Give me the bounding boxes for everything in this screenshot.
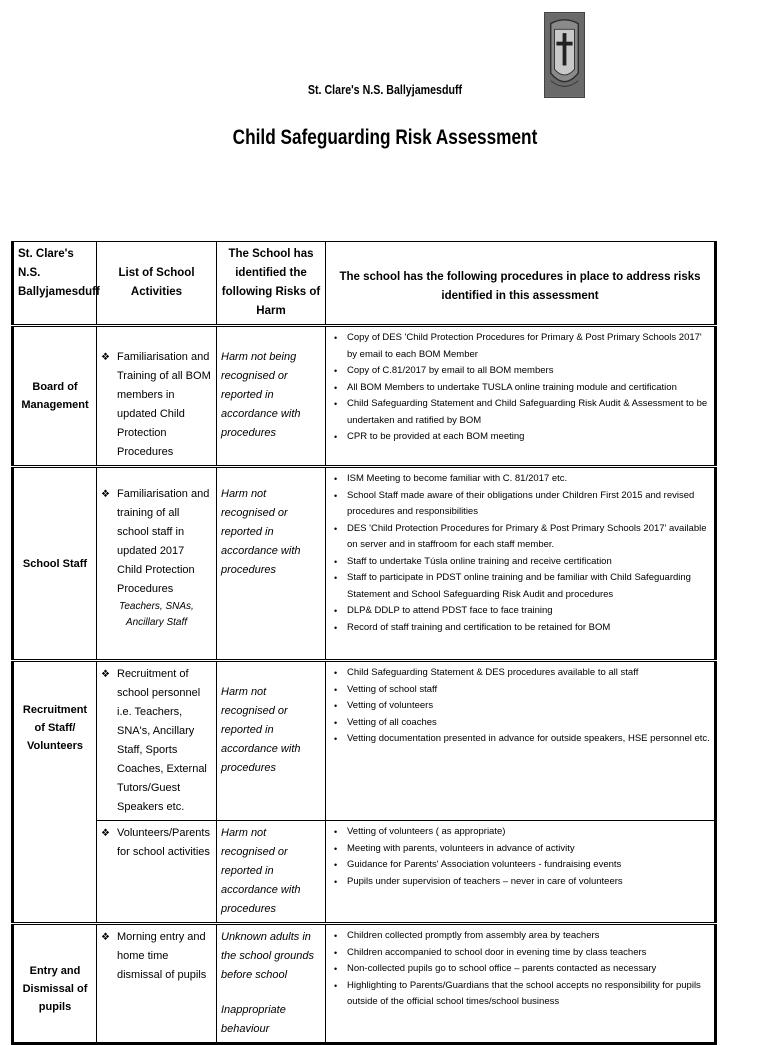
header-school-label: St. Clare's N.S. Ballyjamesduff [18,248,100,298]
risk-text: Harm not being recognised or reported in accordance with procedures [221,351,301,439]
activity-item [101,824,212,862]
table-row [13,821,716,924]
procedure-item: • Pupils under supervision of teachers – never in care of volunteers [330,874,710,891]
procedures-list [330,471,710,636]
procedure-item: • Vetting documentation presented in advance for outside speakers, HSE personnel etc. [330,731,710,748]
activity-item [101,665,212,817]
activity-text: Volunteers/Parents for school activities [117,827,210,858]
header-col-risks [217,242,326,326]
risk-cell [217,821,326,924]
procedures-list [330,665,710,748]
procedure-item: • Child Safeguarding Statement and Child Safeguarding Risk Audit & Assessment to be undertaken and ratified by BOM [330,396,710,429]
procedure-item: • Vetting of school staff [330,682,710,699]
procedure-item: • ISM Meeting to become familiar with C. 81/2017 etc. [330,471,710,488]
procedures-cell [326,467,716,661]
activity-text: Familiarisation and training of all school staff in updated 2017 Child Protection Procedures [117,488,210,595]
activity-item [101,928,212,985]
procedures-list [330,928,710,1011]
row-label-cell [13,924,97,1044]
header-col-activities [97,242,217,326]
table-row [13,924,716,1044]
procedure-item: • Non-collected pupils go to school office – parents contacted as necessary [330,961,710,978]
procedure-item: • Child Safeguarding Statement & DES procedures available to all staff [330,665,710,682]
row-label-cell [13,326,97,467]
risk-cell [217,467,326,661]
procedure-item: • Vetting of volunteers [330,698,710,715]
procedure-item: • Record of staff training and certification to be retained for BOM [330,620,710,637]
procedure-item: • Children collected promptly from assembly area by teachers [330,928,710,945]
activity-text: Recruitment of school personnel i.e. Teachers, SNA's, Ancillary Staff, Sports Coaches, External Tutors/Guest Speakers etc. [117,668,207,813]
header-procedures-label: The school has the following procedures in place to address risks identified in this assessment [339,271,701,302]
activity-cell [97,821,217,924]
diamond-bullet-icon: ❖ [101,669,110,680]
row-label: School Staff [22,557,88,570]
table-header-row [13,242,716,326]
risk-text: Harm not recognised or reported in accordance with procedures [221,827,301,915]
diamond-bullet-icon: ❖ [101,352,110,363]
table-row [13,661,716,821]
risk-text: Harm not recognised or reported in accordance with procedures [221,686,301,774]
procedure-item: • Children accompanied to school door in evening time by class teachers [330,945,710,962]
procedure-item: • Staff to participate in PDST online training and be familiar with Child Safeguarding Statement and School Safeguarding Risk Audit and procedures [330,570,710,603]
risk-text: Harm not recognised or reported in accordance with procedures [221,488,301,576]
risk-text: Unknown adults in the school grounds before school [221,931,314,981]
activity-cell [97,661,217,821]
activity-item [101,348,212,462]
diamond-bullet-icon: ❖ [101,828,110,839]
procedures-cell [326,821,716,924]
procedure-item: • All BOM Members to undertake TUSLA online training module and certification [330,380,710,397]
risk-cell [217,924,326,1044]
header-risks-label: The School has identified the following Risks of Harm [221,248,321,317]
procedure-item: • Vetting of volunteers ( as appropriate) [330,824,710,841]
procedure-item: • Highlighting to Parents/Guardians that the school accepts no responsibility for pupils outside of the official school times/school business [330,978,710,1011]
procedures-list [330,330,710,446]
procedures-cell [326,924,716,1044]
activity-cell [97,326,217,467]
diamond-bullet-icon: ❖ [101,932,110,943]
row-label: Board of Management [21,381,89,411]
procedure-item: • Meeting with parents, volunteers in advance of activity [330,841,710,858]
school-name: St. Clare's N.S. Ballyjamesduff [307,82,463,97]
activity-cell [97,924,217,1044]
procedures-cell [326,661,716,821]
activity-item [101,485,212,599]
activity-text: Familiarisation and Training of all BOM members in updated Child Protection Procedures [117,351,211,458]
activity-text: Morning entry and home time dismissal of pupils [117,931,207,981]
header-col-school [13,242,100,326]
activity-cell [97,467,217,661]
procedure-item: • Staff to undertake Túsla online training and receive certification [330,554,710,571]
procedures-list [330,824,710,890]
table-row [13,467,716,661]
risk-assessment-table [11,241,717,1045]
procedure-item: • CPR to be provided at each BOM meeting [330,429,710,446]
procedure-item: • Copy of C.81/2017 by email to all BOM members [330,363,710,380]
risk-cell [217,661,326,821]
header-col-procedures [326,242,716,326]
procedures-cell [326,326,716,467]
risk-text: Inappropriate behaviour [221,1004,286,1035]
procedure-item: • Guidance for Parents' Association volunteers - fundraising events [330,857,710,874]
procedure-item: • Vetting of all coaches [330,715,710,732]
procedure-item: • School Staff made aware of their obligations under Children First 2015 and revised procedures and responsibilities [330,488,710,521]
table-row [13,326,716,467]
row-label: Recruitment of Staff/ Volunteers [22,704,88,752]
diamond-bullet-icon: ❖ [101,489,110,500]
row-label-cell [13,467,97,661]
procedure-item: • Copy of DES 'Child Protection Procedures for Primary & Post Primary Schools 2017' by email to each BOM Member [330,330,710,363]
procedure-item: • DLP& DDLP to attend PDST face to face training [330,603,710,620]
risk-cell [217,326,326,467]
header-activities-label: List of School Activities [118,267,195,298]
row-label-cell [13,661,97,924]
row-label: Entry and Dismissal of pupils [22,965,88,1013]
document-title: Child Safeguarding Risk Assessment [232,126,538,149]
activity-subtext: Teachers, SNAs, Ancillary Staff [119,601,194,628]
procedure-item: • DES 'Child Protection Procedures for Primary & Post Primary Schools 2017' available on server and in staffroom for each staff member. [330,521,710,554]
